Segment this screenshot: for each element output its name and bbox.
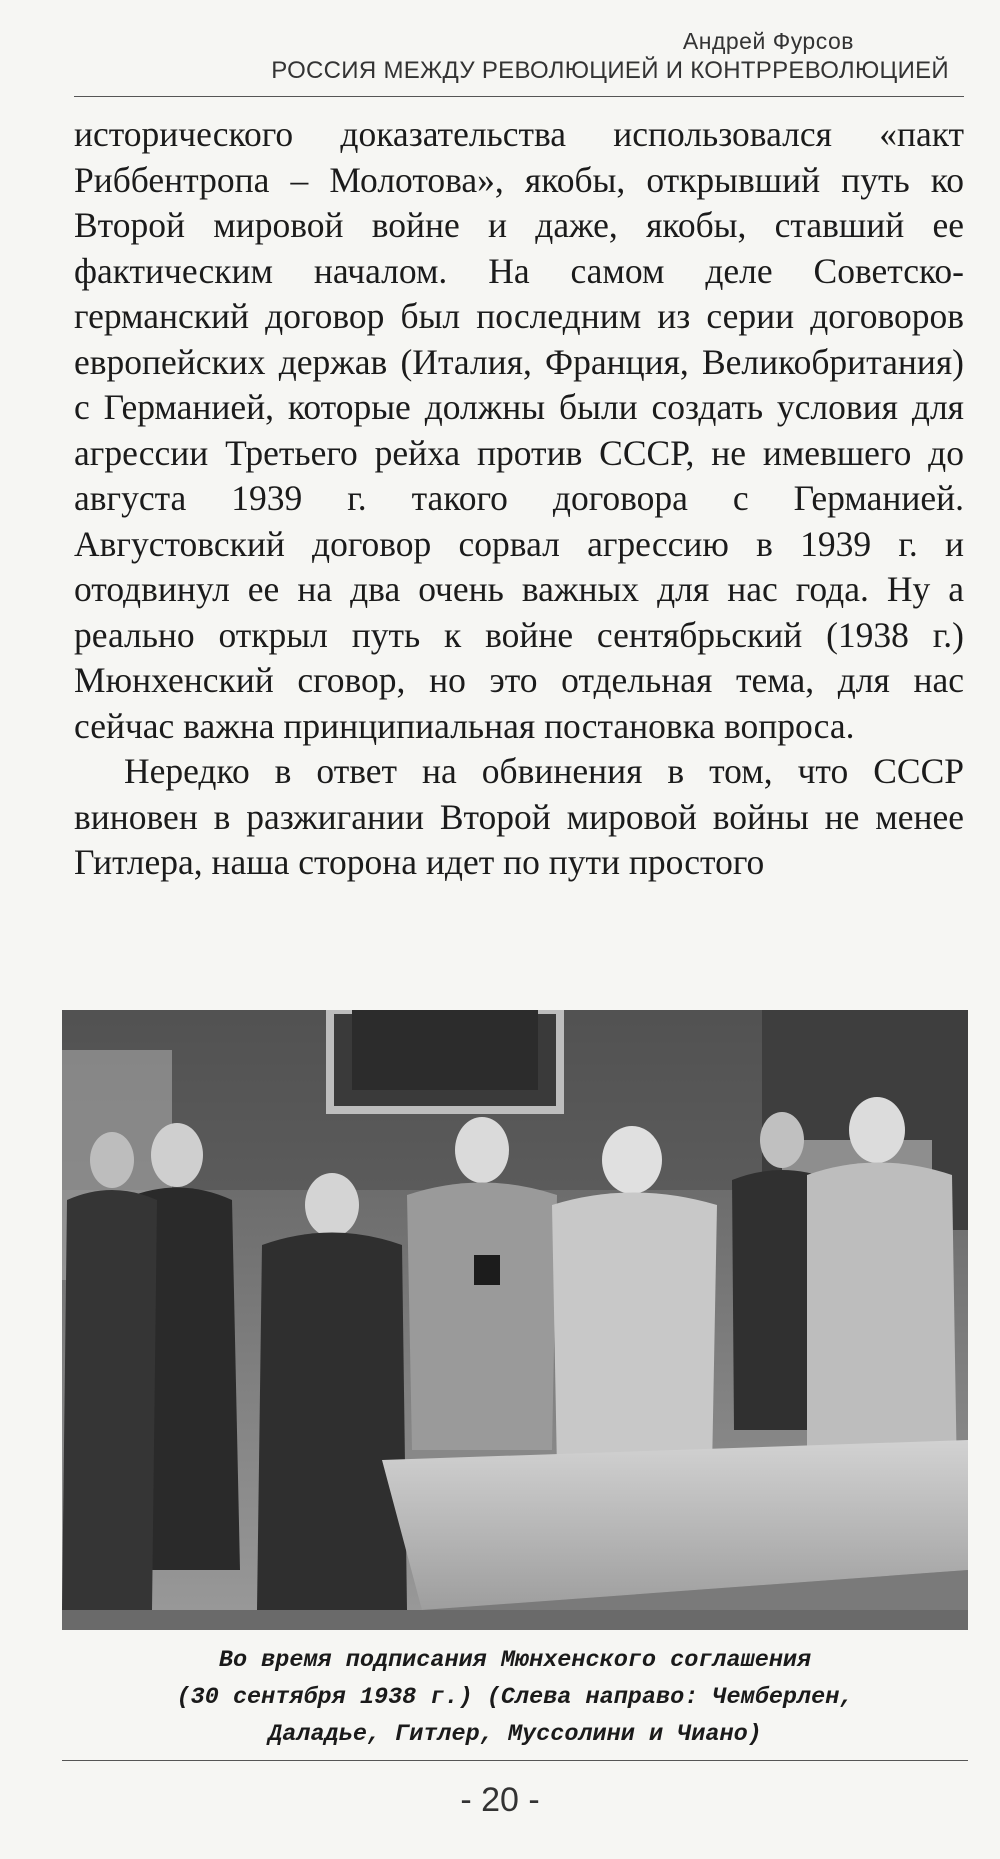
header-book-title: РОССИЯ МЕЖДУ РЕВОЛЮЦИЕЙ И КОНТРРЕВОЛЮЦИЕЙ <box>271 57 949 84</box>
page-number: - 20 - <box>460 1781 540 1819</box>
paragraph-1: исторического доказательства использовался «пакт Риббентропа – Молотова», якобы, открывший путь ко Второй мировой войне и даже, якобы, ставший ее фактическим началом. На самом деле Советско-германский договор был последним из серии договоров европейских держав (Италия, Франция, Великобритания) с Германией, которые должны были создать условия для агрессии Третьего рейха против СССР, не имевшего до августа 1939 г. такого договора с Германией. Августовский договор сорвал агрессию в 1939 г. и отодвинул ее на два очень важных для нас года. Ну а реально открыл путь к войне сентябрьский (1938 г.) Мюнхенский сговор, но это отдельная тема, для нас сейчас важна принципиальная постановка вопроса. <box>74 114 964 746</box>
caption-line-1: Во время подписания Мюнхенского соглашения <box>218 1647 812 1674</box>
photo-caption <box>62 1642 968 1753</box>
caption-line-2: (30 сентября 1938 г.) (Слева направо: Чемберлен, <box>176 1684 854 1711</box>
figure-background-1 <box>62 1132 157 1610</box>
caption-line-3: Даладье, Гитлер, Муссолини и Чиано) <box>268 1721 762 1748</box>
body-text <box>74 112 964 886</box>
header-author: Андрей Фурсов <box>682 28 854 54</box>
footer-rule <box>62 1760 968 1761</box>
running-header <box>74 26 964 86</box>
paragraph-2: Нередко в ответ на обвинения в том, что СССР виновен в разжигании Второй мировой войны не менее Гитлера, наша сторона идет по пути простого <box>74 751 964 882</box>
historical-photo <box>62 1010 968 1630</box>
header-rule <box>74 96 964 97</box>
